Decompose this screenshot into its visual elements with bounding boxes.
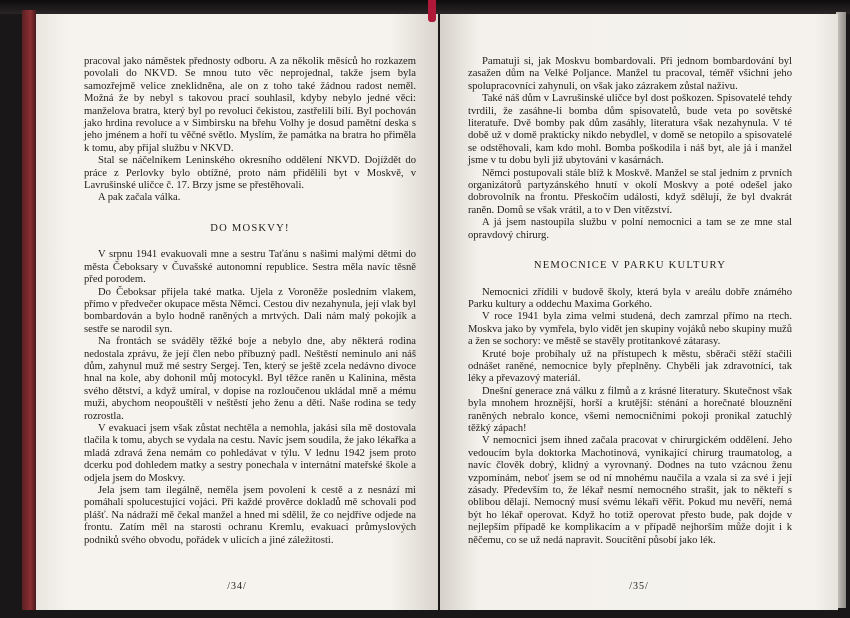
book-cover-edge-left [22,10,36,610]
paragraph: Jela jsem tam ilegálně, neměla jsem povolení k cestě a z nesnází mi pomáhali spolucestující vojáci. Při každé prověrce dokladů mě schovali pod plášť. Na nádraží mě čekal manžel a hned mi sdělil, že co nejdříve odjede na frontu. Zatím měl na starosti ochranu Kremlu, evakuaci průmyslových podniků svého obvodu, pořádek v ulicích a jiné záležitosti. [84,485,416,546]
paragraph: Nemocnici zřídili v budově školy, která byla v areálu dobře známého Parku kultury a oddechu Maxima Gorkého. [468,286,792,310]
paragraph: Němci postupovali stále blíž k Moskvě. Manžel se stal jedním z prvních organizátorů partyzánského hnutí v okolí Moskvy a poté odešel jako dobrovolník na frontu. Přeskočím události, když sdělují, že byl dvakrát raněn. Domů se však vrátil, a to v Den vítězství. [468,167,792,216]
paragraph: Pamatuji si, jak Moskvu bombardovali. Při jednom bombardování byl zasažen dům na Velké Poljance. Manžel tu pracoval, téměř všichni jeho spolupracovníci zahynuli, on však jako zázrakem zůstal naživu. [468,56,792,92]
paragraph: A pak začala válka. [98,192,181,204]
paragraph: V nemocnici jsem ihned začala pracovat v chirurgickém oddělení. Jeho vedoucím byla doktorka Machotinová, vynikající chirurg traumatolog, a navíc člověk dobrý, klidný a vyrovnaný. Dodnes na tuto vzácnou ženu vzpomínám, neboť jsem se od ní mnohému naučila a vzala si za své i její zásady. Především to, že lékař nesmí nemocného strašit, jak to někteří s oblibou dělají. Nemocný musí svému lékaři věřit. Pokud mu nevěří, nemá být ho lékař operovat. Když ho totiž operovat přesto bude, pak dojde v nejlepším případě ke komplikacím a v případě nejhorším může dojít i k něčemu, co se už nedá napravit. Soucítění působí jako lék. [468,435,792,546]
paragraph: Dnešní generace zná válku z filmů a z krásné literatury. Skutečnost však byla mnohem hroznější, horší a krutější: sténání a horečnaté blouznění raněných nebralo konce, všemi nemocničními pokoji pronikal zatuchlý těžký zápach! [468,385,792,434]
paragraph: A já jsem nastoupila službu v polní nemocnici a tam se ze mne stal opravdový chirurg. [468,217,792,241]
paragraph: Stal se náčelníkem Leninského okresního oddělení NKVD. Dojíždět do práce z Perlovky bylo obtížné, proto nám přidělili byt v Moskvě, v Lavrušinské uličce č. 17. Brzy jsme se přestěhovali. [84,155,416,192]
paragraph: pracoval jako náměstek přednosty odboru. A za několik měsíců ho rozkazem povolali do NKVD. Se mnou tuto věc neprojednal, takže jsem byla samozřejmě velice zneklidněna, ale on z toho také žádnou radost neměl. Možná že by nebyl s takovou prací souhlasil, kdyby nebylo jedné věci: manželova bratra, který byl po revoluci čekistou, zastřelili bílí. Byl pochován jako hrdina revoluce a v Simbirsku na břehu Volhy je dosud pamětní deska s jeho jménem a hoří tu věčné světlo. Myslím, že památka na bratra ho přiměla k tomu, aby přijal službu v NKVD. [84,56,416,154]
paragraph: V roce 1941 byla zima velmi studená, dech zamrzal přímo na rtech. Moskva jako by vymřela, bylo vidět jen skupiny vojáků nebo skupiny mužů a žen se sochory: ve městě se stavěly protitankové zátarasy. [468,311,792,348]
paragraph: Také náš dům v Lavrušinské uličce byl dost poškozen. Spisovatelé tehdy tvrdili, že zasáhne-li bomba dům spisovatelů, bude veta po sovětské literatuře. Dvě bomby pak dům zasáhly, literatura však nezahynula. V té době už v domě prakticky nikdo nebydlel, v domě se netopilo a spisovatelé se odstěhovali, kam kdo mohl. Bomba poškodila i náš byt, ale já i manžel jsme v tu dobu byli již ubytováni v kasárnách. [468,93,792,167]
book-top-edge [0,0,850,14]
paragraph: Kruté boje probíhaly už na přístupech k městu, sběrači stěží stačili odnášet raněné, nemocnice byly přeplněny. Chyběli jak zdravotníci, tak léky a převazový materiál. [468,348,792,385]
section-heading: NEMOCNICE V PARKU KULTURY [533,260,727,272]
paragraph: V srpnu 1941 evakuovali mne a sestru Taťánu s našimi malými dětmi do města Čeboksary v Čuvašské autonomní republice. Sestra měla navíc těsně před porodem. [84,249,416,286]
paragraph: Na frontách se sváděly těžké boje a nebylo dne, aby některá rodina nedostala zprávu, že její člen nebo příbuzný padl. Neštěstí neminulo ani náš dům, zahynul muž mé sestry Sergej. Ten, který se ještě zcela nedávno divoce hnal na kole, aby dohonil můj motocykl. Byl těžce raněn u Kalinina, města svého dětství, a když umíral, v dopise na rozloučenou ukládal mně a mému muži, abychom neopouštěli v neštěstí jeho ženu a děti. Naše rodina se tedy rozrostla. [84,336,416,422]
paragraph: V evakuaci jsem však zůstat nechtěla a nemohla, jakási síla mě dostovala tlačila k tomu, abych se vydala na cestu. Navíc jsem soudila, že jako lékařka a mladá zdravá žena nemám co pohledávat v týlu. V lednu 1942 jsem proto dcerku pod dohledem matky a sestry ponechala v internátní mateřské škole a odjela jsem do Moskvy. [84,422,416,484]
right-page-text [468,56,792,547]
right-page [440,14,838,610]
paragraph: Do Čeboksar přijela také matka. Ujela z Voroněže posledním vlakem, přímo v předvečer okupace města Němci. Cestou div nezahynula, její vlak byl bombardován a bylo hodně raněných a mrtvých. Dali nám malý pokojík a sestře se narodil syn. [84,286,416,335]
section-heading: DO MOSKVY! [210,222,290,234]
left-page-text [84,56,416,547]
bookmark-ribbon [428,0,436,22]
page-number: /35/ [629,581,649,592]
left-page [36,14,438,610]
page-number: /34/ [227,581,247,592]
